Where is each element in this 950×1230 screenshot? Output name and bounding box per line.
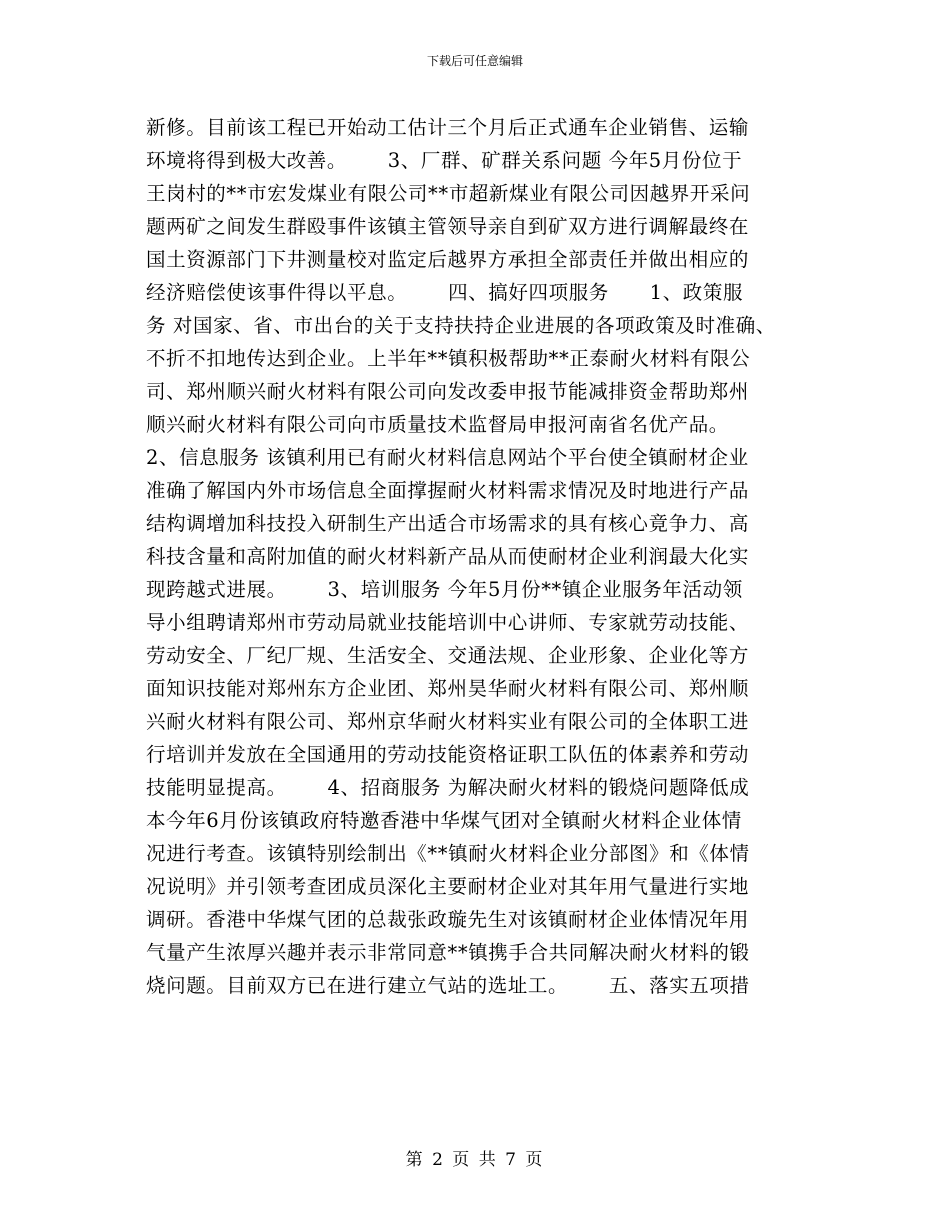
text-line: 王岗村的**市宏发煤业有限公司**市超新煤业有限公司因越界开采问	[146, 182, 751, 205]
text-line: 况进行考查。该镇特别绘制出《**镇耐火材料企业分部图》和《体情	[146, 842, 750, 865]
page-header: 下载后可任意编辑	[426, 54, 523, 68]
text-line: 气量产生浓厚兴趣并表示非常同意**镇携手合共同解决耐火材料的锻	[146, 941, 750, 964]
text-line: 调研。香港中华煤气团的总裁张政璇先生对该镇耐材企业体情况年用	[146, 908, 750, 931]
text-line: 兴耐火材料有限公司、郑州京华耐火材料实业有限公司的全体职工进	[146, 710, 750, 733]
text-line: 本今年6月份该镇政府特邀香港中华煤气团对全镇耐火材料企业体情	[146, 809, 742, 832]
text-line: 司、郑州顺兴耐火材料有限公司向发改委申报节能减排资金帮助郑州	[146, 380, 750, 403]
text-line: 顺兴耐火材料有限公司向市质量技术监督局申报河南省名优产品。	[146, 413, 729, 436]
text-line: 环境将得到极大改善。 3、厂群、矿群关系问题 今年5月份位于	[146, 149, 743, 172]
text-line: 准确了解国内外市场信息全面撑握耐火材料需求情况及时地进行产品	[146, 479, 750, 502]
page-number: 第 2 页 共 7 页	[405, 1150, 545, 1170]
text-line: 烧问题。目前双方已在进行建立气站的选址工。 五、落实五项措	[146, 974, 750, 997]
text-line: 经济赔偿使该事件得以平息。 四、搞好四项服务 1、政策服	[146, 281, 744, 304]
text-line: 题两矿之间发生群殴事件该镇主管领导亲自到矿双方进行调解最终在	[146, 215, 750, 238]
text-line: 况说明》并引领考查团成员深化主要耐材企业对其年用气量进行实地	[146, 875, 750, 898]
text-line: 技能明显提高。 4、招商服务 为解决耐火材料的锻烧问题降低成	[146, 776, 750, 799]
text-line: 劳动安全、厂纪厂规、生活安全、交通法规、企业形象、企业化等方	[146, 644, 750, 667]
text-line: 新修。目前该工程已开始动工估计三个月后正式通车企业销售、运输	[146, 116, 750, 139]
text-line: 国土资源部门下井测量校对监定后越界方承担全部责任并做出相应的	[146, 248, 750, 271]
text-line: 行培训并发放在全国通用的劳动技能资格证职工队伍的体素养和劳动	[146, 743, 750, 766]
text-line: 结构调增加科技投入研制生产出适合市场需求的具有核心竟争力、高	[146, 512, 750, 535]
text-line: 现跨越式进展。 3、培训服务 今年5月份**镇企业服务年活动领	[146, 578, 743, 601]
text-line: 务 对国家、省、市出台的关于支持扶持企业进展的各项政策及时准确、	[146, 314, 776, 337]
text-line: 2、信息服务 该镇利用已有耐火材料信息网站个平台使全镇耐材企业	[146, 446, 749, 469]
text-line: 不折不扣地传达到企业。上半年**镇积极帮助**正泰耐火材料有限公	[146, 347, 751, 370]
text-line: 科技含量和高附加值的耐火材料新产品从而使耐材企业利润最大化实	[146, 545, 750, 568]
text-line: 面知识技能对郑州东方企业团、郑州昊华耐火材料有限公司、郑州顺	[146, 677, 750, 700]
text-line: 导小组聘请郑州市劳动局就业技能培训中心讲师、专家就劳动技能、	[146, 611, 750, 634]
